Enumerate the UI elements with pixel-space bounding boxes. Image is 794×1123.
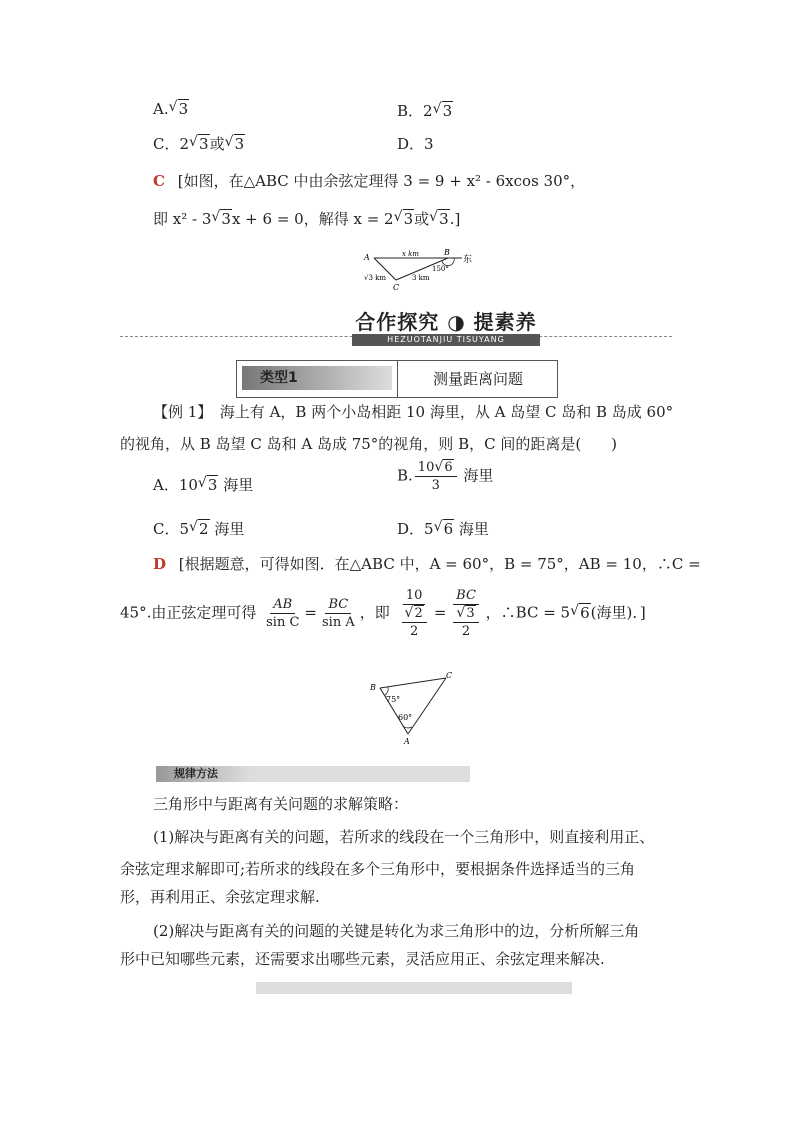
triangle-figure-2 [366,670,456,746]
solution-2-line-2: 45°.由正弦定理可得 $\frac{AB}{\text{sin C}}$ = $\frac{BC}{\text{sin A}}$ ，即 10 √ $\frac{2}{2}$ = BC √ $\frac{3}{2}$ ，∴BC = 5√ 6(海里)．] [120,588,646,639]
method-p1-line-1: (1)解决与距离有关的问题，若所求的线段在一个三角形中，则直接利用正、 [153,828,655,846]
type-topic: 测量距离问题 [397,361,558,397]
label-b: B [444,248,450,257]
method-label-bar: 规律方法 [156,766,470,782]
example-option-d: D．5√ 6 海里 [397,518,489,539]
option-b: B．2√ 3 [397,100,453,121]
method-p1-line-3: 形，再利用正、余弦定理求解. [120,888,320,906]
solution-2-line-1: D [根据题意，可得如图．在△ABC 中，A = 60°，B = 75°，AB = 10，∴C = [153,555,701,573]
label-angle-a: 60° [398,713,413,722]
label-c: C [393,283,400,292]
label-angle-b: 75° [386,695,401,704]
label-b-2: B [370,683,376,692]
option-c: C．2√ 3或√ 3 [153,133,245,154]
method-p2-line-2: 形中已知哪些元素，还需要求出哪些元素，灵活应用正、余弦定理来解决. [120,950,605,968]
example-option-a: A．10√ 3 海里 [153,474,253,495]
example-line-1: 【例 1】 海上有 A，B 两个小岛相距 10 海里，从 A 岛望 C 岛和 B 岛成 60° [153,403,674,421]
example-option-b: B. $\frac{10√ 6}{3}$ 海里 [397,460,493,493]
label-a-2: A [404,737,410,746]
label-bc: 3 km [412,274,430,282]
label-c-2: C [446,671,453,680]
label-east: 东 [463,255,473,265]
label-ab: x km [402,250,420,258]
option-a: A.√ 3 [153,100,189,118]
banner-title: 合作探究 ◑ 提素养 [355,310,537,334]
option-d: D．3 [397,135,434,153]
example-line-2: 的视角，从 B 岛望 C 岛和 A 岛成 75°的视角，则 B，C 间的距离是( ) [120,435,618,453]
type-box [236,360,558,398]
type-label: 类型1 [242,366,392,390]
solution-1-line-2: 即 x² - 3√ 3x + 6 = 0，解得 x = 2√ 3或√ 3.] [153,208,460,229]
triangle-figure-1 [360,246,473,294]
solution-1-line-1: C [如图，在△ABC 中由余弦定理得 3 = 9 + x² - 6xcos 30°， [153,172,586,190]
method-p1-line-2: 余弦定理求解即可;若所求的线段在多个三角形中，要根据条件选择适当的三角 [120,860,636,878]
example-option-c: C．5√ 2 海里 [153,518,244,539]
banner-subtitle: HEZUOTANJIU TISUYANG [352,334,540,346]
method-p2-line-1: (2)解决与距离有关的问题的关键是转化为求三角形中的边，分析所解三角 [153,922,640,940]
label-a: A [364,253,370,262]
section-banner [352,306,540,344]
label-angle: 150° [432,265,449,273]
label-ac: √3 km [364,274,387,282]
method-intro: 三角形中与距离有关问题的求解策略： [153,795,409,813]
answer-letter-2: D [153,555,167,573]
answer-letter: C [153,172,165,190]
section-end-bar [256,982,572,994]
